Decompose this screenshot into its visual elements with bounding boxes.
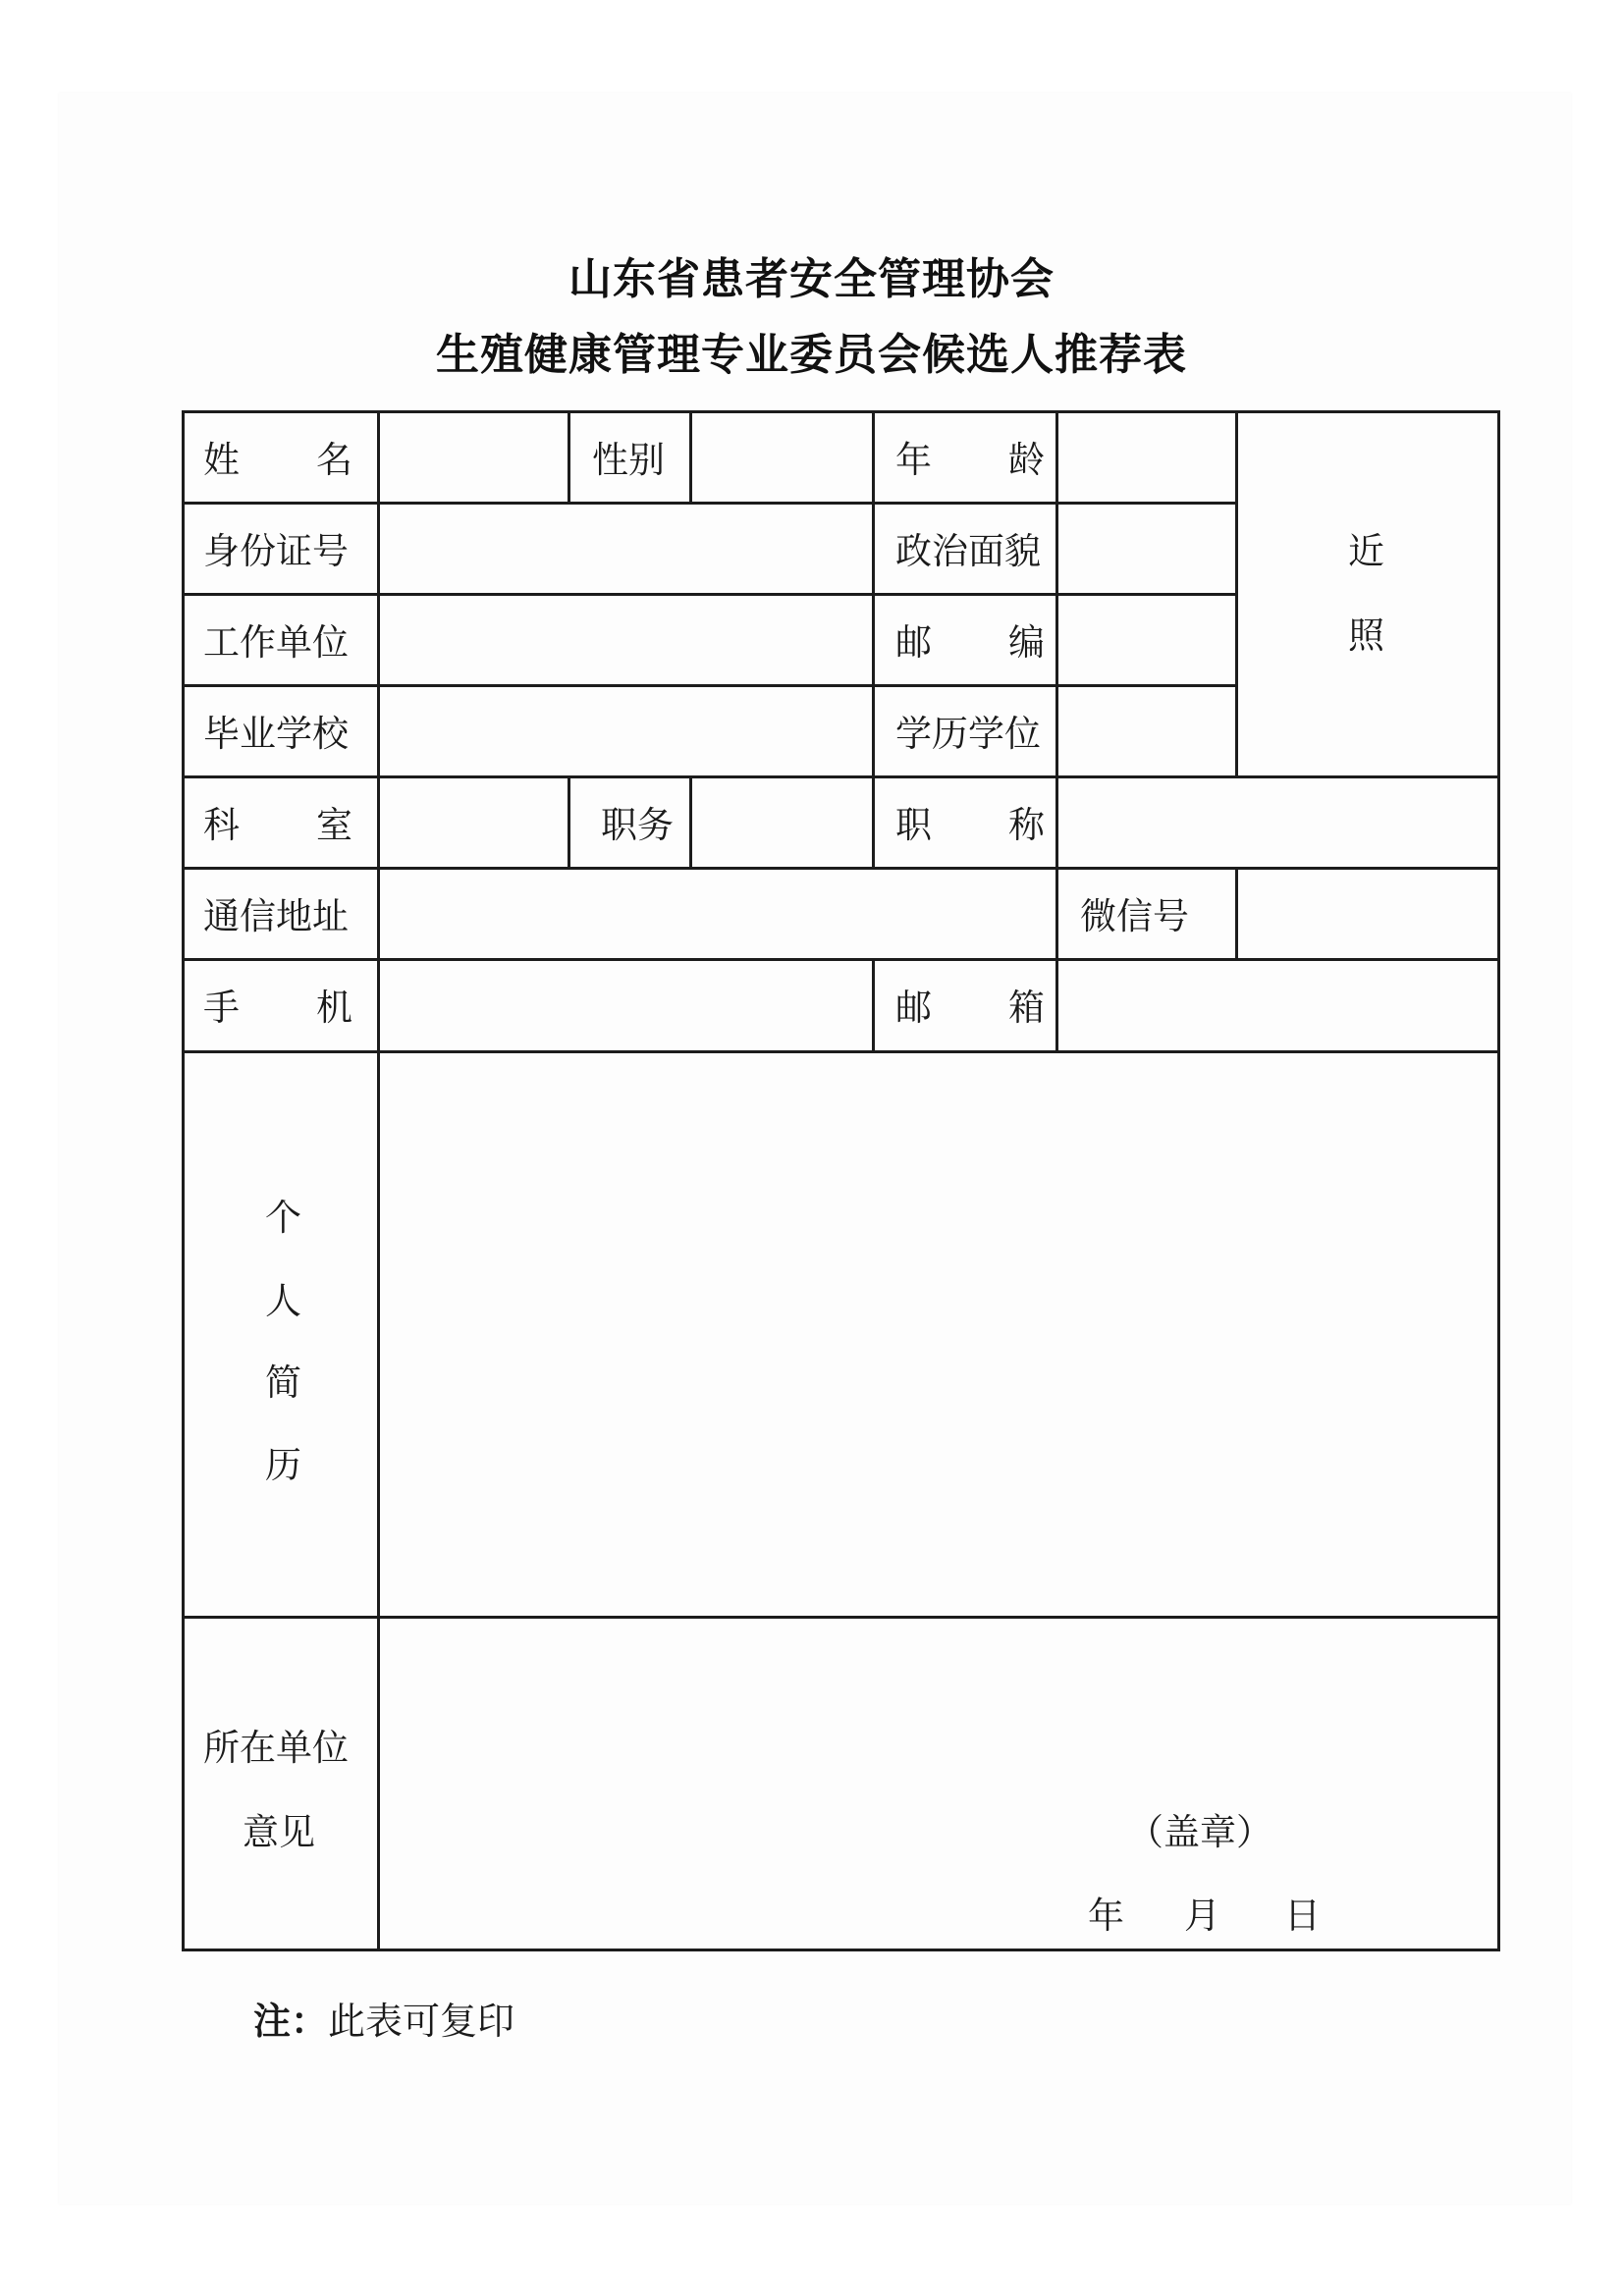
- row-divider: [182, 502, 1237, 505]
- label-professional-title: 职 称: [895, 804, 1045, 846]
- label-department: 科 室: [203, 804, 352, 846]
- date-year-label: 年: [1088, 1895, 1124, 1937]
- label-address: 通信地址: [203, 895, 349, 937]
- wechat-field[interactable]: [1241, 873, 1494, 956]
- label-work-unit: 工作单位: [203, 621, 349, 664]
- seal-label: （盖章）: [1127, 1811, 1272, 1853]
- department-field[interactable]: [383, 781, 565, 865]
- form-title-line1: 山东省患者安全管理协会: [568, 254, 1055, 304]
- label-postcode: 邮 编: [895, 621, 1045, 664]
- photo-label-1: 近: [1348, 530, 1384, 572]
- col-divider: [872, 410, 875, 867]
- address-field[interactable]: [383, 873, 1053, 956]
- form-title-line2: 生殖健康管理专业委员会候选人推荐表: [436, 330, 1187, 380]
- footnote-text: 此表可复印: [328, 2000, 515, 2043]
- label-position: 职务: [601, 804, 674, 846]
- graduated-school-field[interactable]: [383, 690, 869, 774]
- resume-label-3: 简: [265, 1362, 301, 1404]
- col-divider: [689, 410, 692, 502]
- table-border-right: [1497, 410, 1500, 1951]
- footnote-prefix: 注：: [253, 2000, 329, 2043]
- id-number-field[interactable]: [383, 507, 869, 591]
- postcode-field[interactable]: [1061, 599, 1232, 682]
- label-name: 姓 名: [203, 439, 352, 481]
- col-divider: [568, 775, 570, 867]
- label-political-status: 政治面貌: [895, 530, 1041, 572]
- row-divider: [182, 684, 1237, 687]
- name-field[interactable]: [383, 416, 565, 500]
- photo-box[interactable]: [1241, 416, 1494, 774]
- label-column-divider: [377, 410, 380, 1951]
- label-id-number: 身份证号: [203, 530, 349, 572]
- age-field[interactable]: [1061, 416, 1232, 500]
- table-border-left: [182, 410, 185, 1951]
- photo-label-2: 照: [1348, 614, 1384, 657]
- work-unit-field[interactable]: [383, 599, 869, 682]
- resume-label-1: 个: [265, 1197, 301, 1239]
- date-month-label: 月: [1184, 1895, 1220, 1937]
- gender-field[interactable]: [695, 416, 869, 500]
- political-status-field[interactable]: [1061, 507, 1232, 591]
- footnote: [253, 1991, 514, 2045]
- resume-label-4: 历: [265, 1444, 301, 1486]
- mobile-field[interactable]: [383, 964, 869, 1047]
- unit-opinion-field[interactable]: [383, 1622, 1494, 1946]
- position-field[interactable]: [695, 781, 869, 865]
- label-graduated-school: 毕业学校: [203, 713, 349, 755]
- email-field[interactable]: [1061, 964, 1494, 1047]
- col-divider: [568, 410, 570, 502]
- label-wechat: 微信号: [1080, 895, 1189, 937]
- unit-opinion-label-1: 所在单位: [203, 1727, 349, 1769]
- education-degree-field[interactable]: [1061, 690, 1232, 774]
- date-day-label: 日: [1284, 1895, 1321, 1937]
- col-divider: [872, 958, 875, 1050]
- col-divider: [1235, 867, 1238, 958]
- photo-box-left-border: [1235, 410, 1238, 775]
- label-email: 邮 箱: [895, 987, 1045, 1029]
- unit-opinion-label-2: 意见: [243, 1811, 315, 1853]
- label-mobile: 手 机: [203, 987, 352, 1029]
- label-age: 年 龄: [895, 439, 1045, 481]
- label-gender: 性别: [592, 439, 665, 481]
- col-divider: [689, 775, 692, 867]
- professional-title-field[interactable]: [1061, 781, 1494, 865]
- row-divider: [182, 593, 1237, 596]
- resume-field[interactable]: [383, 1056, 1494, 1614]
- label-education-degree: 学历学位: [895, 713, 1041, 755]
- resume-label-2: 人: [265, 1280, 301, 1322]
- col-divider: [1055, 410, 1058, 1050]
